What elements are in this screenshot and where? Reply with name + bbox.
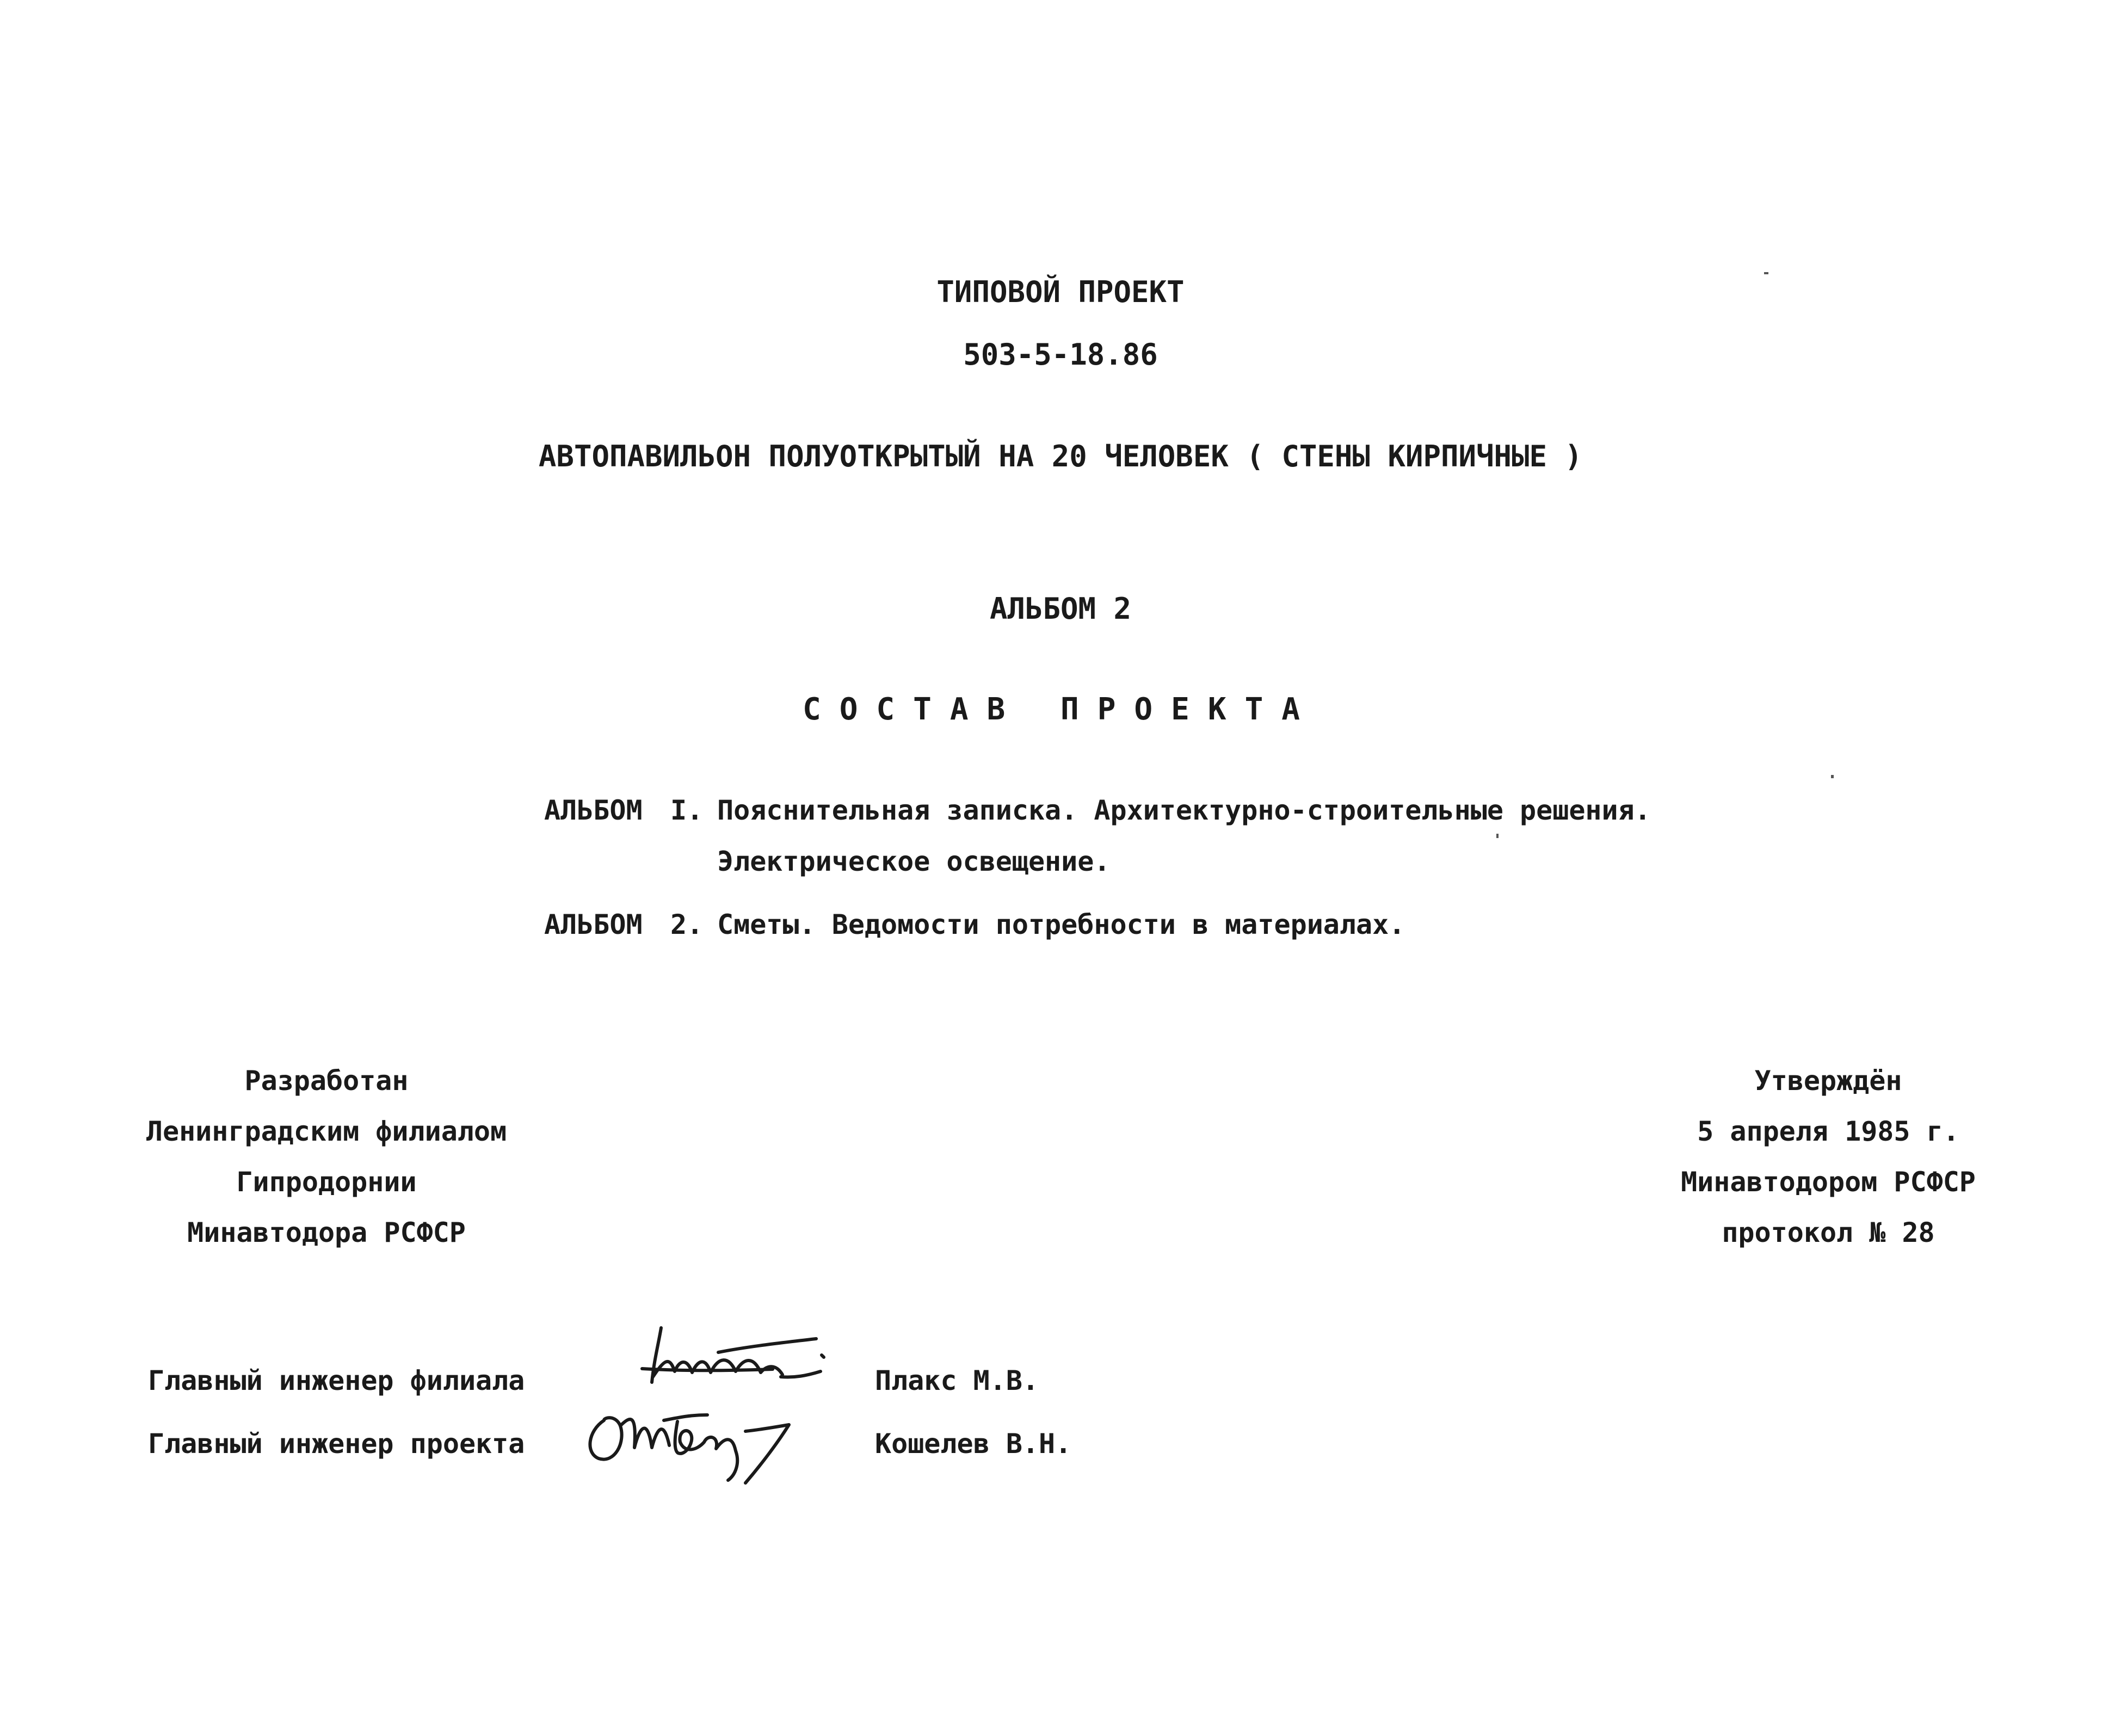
approved-line-3: Минавтодором РСФСР [1681, 1166, 1976, 1198]
composition-item-1-album: АЛЬБОМ [544, 795, 643, 826]
developed-line-4: Минавтодора РСФСР [187, 1217, 466, 1248]
approved-line-4: протокол № 28 [1722, 1217, 1935, 1248]
composition-item-1-text-cont: Электрическое освещение. [717, 846, 1111, 877]
developed-line-2: Ленинградским филиалом [146, 1116, 507, 1147]
project-number: 503-5-18.86 [963, 337, 1158, 372]
composition-item-1-text: Пояснительная записка. Архитектурно-строительные решения. [717, 795, 1651, 826]
approved-block [1676, 1056, 1981, 1258]
developed-block [120, 1056, 533, 1258]
composition-item-2-album: АЛЬБОМ [544, 909, 643, 940]
signature-name-1: Плакс М.В. [875, 1365, 1039, 1396]
approved-line-2: 5 апреля 1985 г. [1697, 1116, 1959, 1147]
signature-role-2: Главный инженер проекта [148, 1428, 525, 1460]
composition-heading: СОСТАВ ПРОЕКТА [802, 692, 1318, 727]
approved-line-1: Утверждён [1754, 1065, 1902, 1097]
scan-speck [1831, 775, 1834, 778]
album-number: АЛЬБОМ 2 [989, 592, 1132, 626]
scan-speck [1764, 272, 1768, 274]
signature-name-2: Кошелев В.Н. [875, 1428, 1072, 1460]
document-label: ТИПОВОЙ ПРОЕКТ [936, 275, 1185, 309]
handwritten-signature-1 [637, 1322, 833, 1404]
composition-item-2-number: 2. [670, 909, 704, 940]
composition-item-1-number: I. [670, 795, 704, 826]
scan-speck [1496, 834, 1499, 838]
handwritten-signature-2 [582, 1399, 811, 1486]
project-title: АВТОПАВИЛЬОН ПОЛУОТКРЫТЫЙ НА 20 ЧЕЛОВЕК ( СТЕНЫ КИРПИЧНЫЕ ) [538, 439, 1583, 473]
developed-line-3: Гипродорнии [236, 1166, 417, 1198]
composition-item-2-text: Сметы. Ведомости потребности в материалах. [717, 909, 1405, 940]
developed-line-1: Разработан [244, 1065, 409, 1097]
signature-role-1: Главный инженер филиала [148, 1365, 525, 1396]
